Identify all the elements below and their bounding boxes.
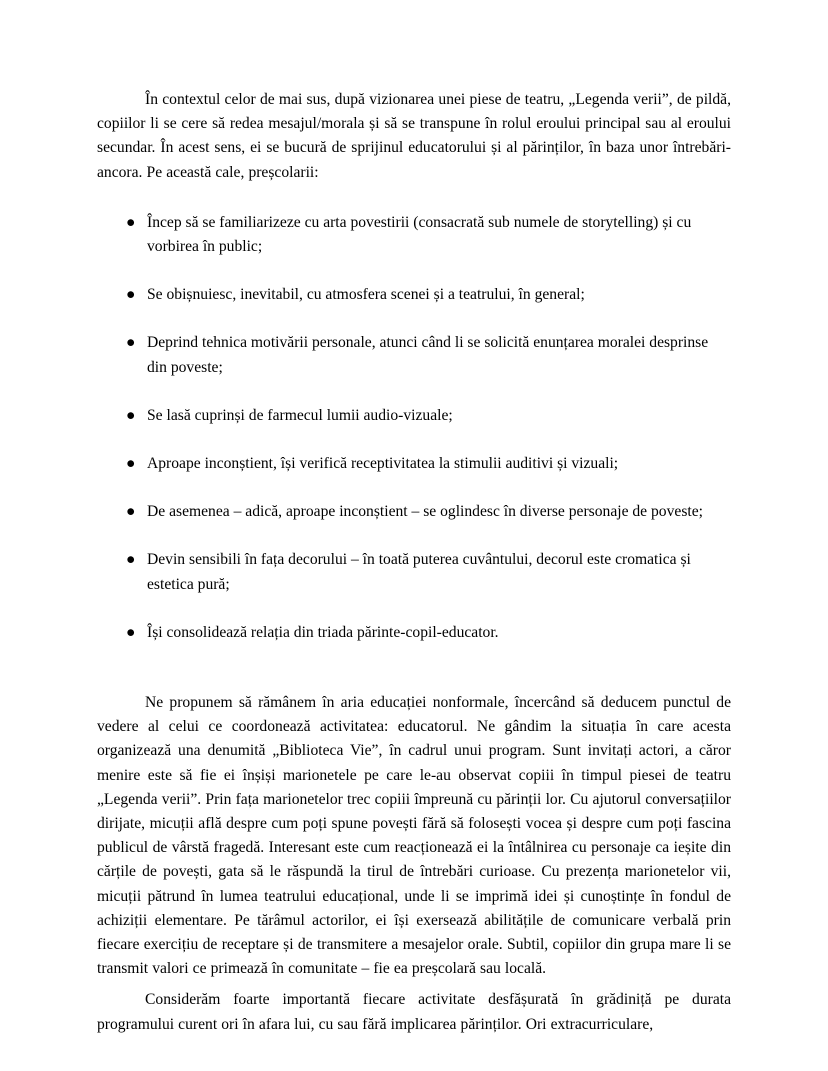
list-item-label: Aproape inconștient, își verifică receptivitatea la stimulii auditivi și vizuali; <box>147 455 619 473</box>
list-item <box>97 211 731 259</box>
list-item-label: Devin sensibili în fața decorului – în toată puterea cuvântului, decorul este cromatica și estetica pură; <box>147 551 691 593</box>
list-item <box>97 331 731 379</box>
list-item-label: Se obișnuiesc, inevitabil, cu atmosfera scenei și a teatrului, în general; <box>147 286 585 304</box>
list-item <box>97 500 731 524</box>
spacer-between-paragraphs <box>97 981 731 988</box>
list-item <box>97 283 731 307</box>
paragraph-intro: În contextul celor de mai sus, după vizionarea unei piese de teatru, „Legenda verii”, de pildă, copiilor li se cere să redea mesajul/morala și să se transpune în rolul eroului principal sau al eroului secundar. În acest sens, ei se bucură de sprijinul educatorului și al părinților, în baza unor întrebări-ancora. Pe această cale, preșcolarii: <box>97 91 731 181</box>
spacer-after-list <box>97 669 731 691</box>
list-item-label: Deprind tehnica motivării personale, atunci când li se solicită enunțarea moralei desprinse din poveste; <box>147 334 709 376</box>
paragraph-closing: Considerăm foarte importantă fiecare activitate desfășurată în grădiniță pe durata programului curent ori în afara lui, cu sau fără implicarea părinților. Ori extracurriculare, <box>97 991 731 1033</box>
list-item <box>97 452 731 476</box>
list-item <box>97 621 731 645</box>
spacer-before-list <box>97 185 731 211</box>
bullet-icon: ● <box>126 551 136 569</box>
list-item-label: Își consolidează relația din triada părinte-copil-educator. <box>147 623 499 641</box>
list-item <box>97 404 731 428</box>
bullet-icon: ● <box>126 406 136 424</box>
bullet-icon: ● <box>126 286 136 304</box>
list-item-label: De asemenea – adică, aproape inconștient – se oglindesc în diverse personaje de poveste; <box>147 503 703 521</box>
list-item <box>97 548 731 596</box>
list-item-label: Se lasă cuprinși de farmecul lumii audio-vizuale; <box>147 406 453 424</box>
preschooler-outcomes-list <box>97 211 731 645</box>
list-item-label: Încep să se familiarizeze cu arta povestirii (consacrată sub numele de storytelling) și cu vorbirea în public; <box>147 213 692 256</box>
bullet-icon: ● <box>126 623 136 641</box>
bullet-icon: ● <box>126 503 136 521</box>
paragraph-educator: Ne propunem să rămânem în aria educației nonformale, încercând să deducem punctul de vedere al celui ce coordonează activitatea: educatorul. Ne gândim la situația în care acesta organizează una denumită „Biblioteca Vie”, în cadrul unui program. Sunt invitați actori, a căror menire este să fie ei înșiși marionetele pe care le-au observat copiii în timpul piesei de teatru „Legenda verii”. Prin fața marionetelor trec copiii împreună cu părinții lor. Cu ajutorul conversațiilor dirijate, micuții află despre cum poți spune povești fără să folosești vocea și despre cum poți fascina publicul de vârstă fragedă. Interesant este cum reacționează ei la întâlnirea cu personaje ca ieșite din cărțile de povești, gata să le răspundă la tirul de întrebări curioase. Cu prezența marionetelor vii, micuții pătrund în lumea teatrului educațional, unde li se imprimă idei și cunoștințe în fondul de achiziții elementare. Pe tărâmul actorilor, ei își exersează abilitățile de comunicare verbală prin fiecare exercițiu de receptare și de transmitere a mesajelor orale. Subtil, copiilor din grupa mare li se transmit valori ce primează în comunitate – fie ea preșcolară sau locală. <box>97 694 731 978</box>
bullet-icon: ● <box>126 455 136 473</box>
document-body <box>97 88 731 1037</box>
bullet-icon: ● <box>126 334 136 352</box>
bullet-icon: ● <box>126 213 136 231</box>
